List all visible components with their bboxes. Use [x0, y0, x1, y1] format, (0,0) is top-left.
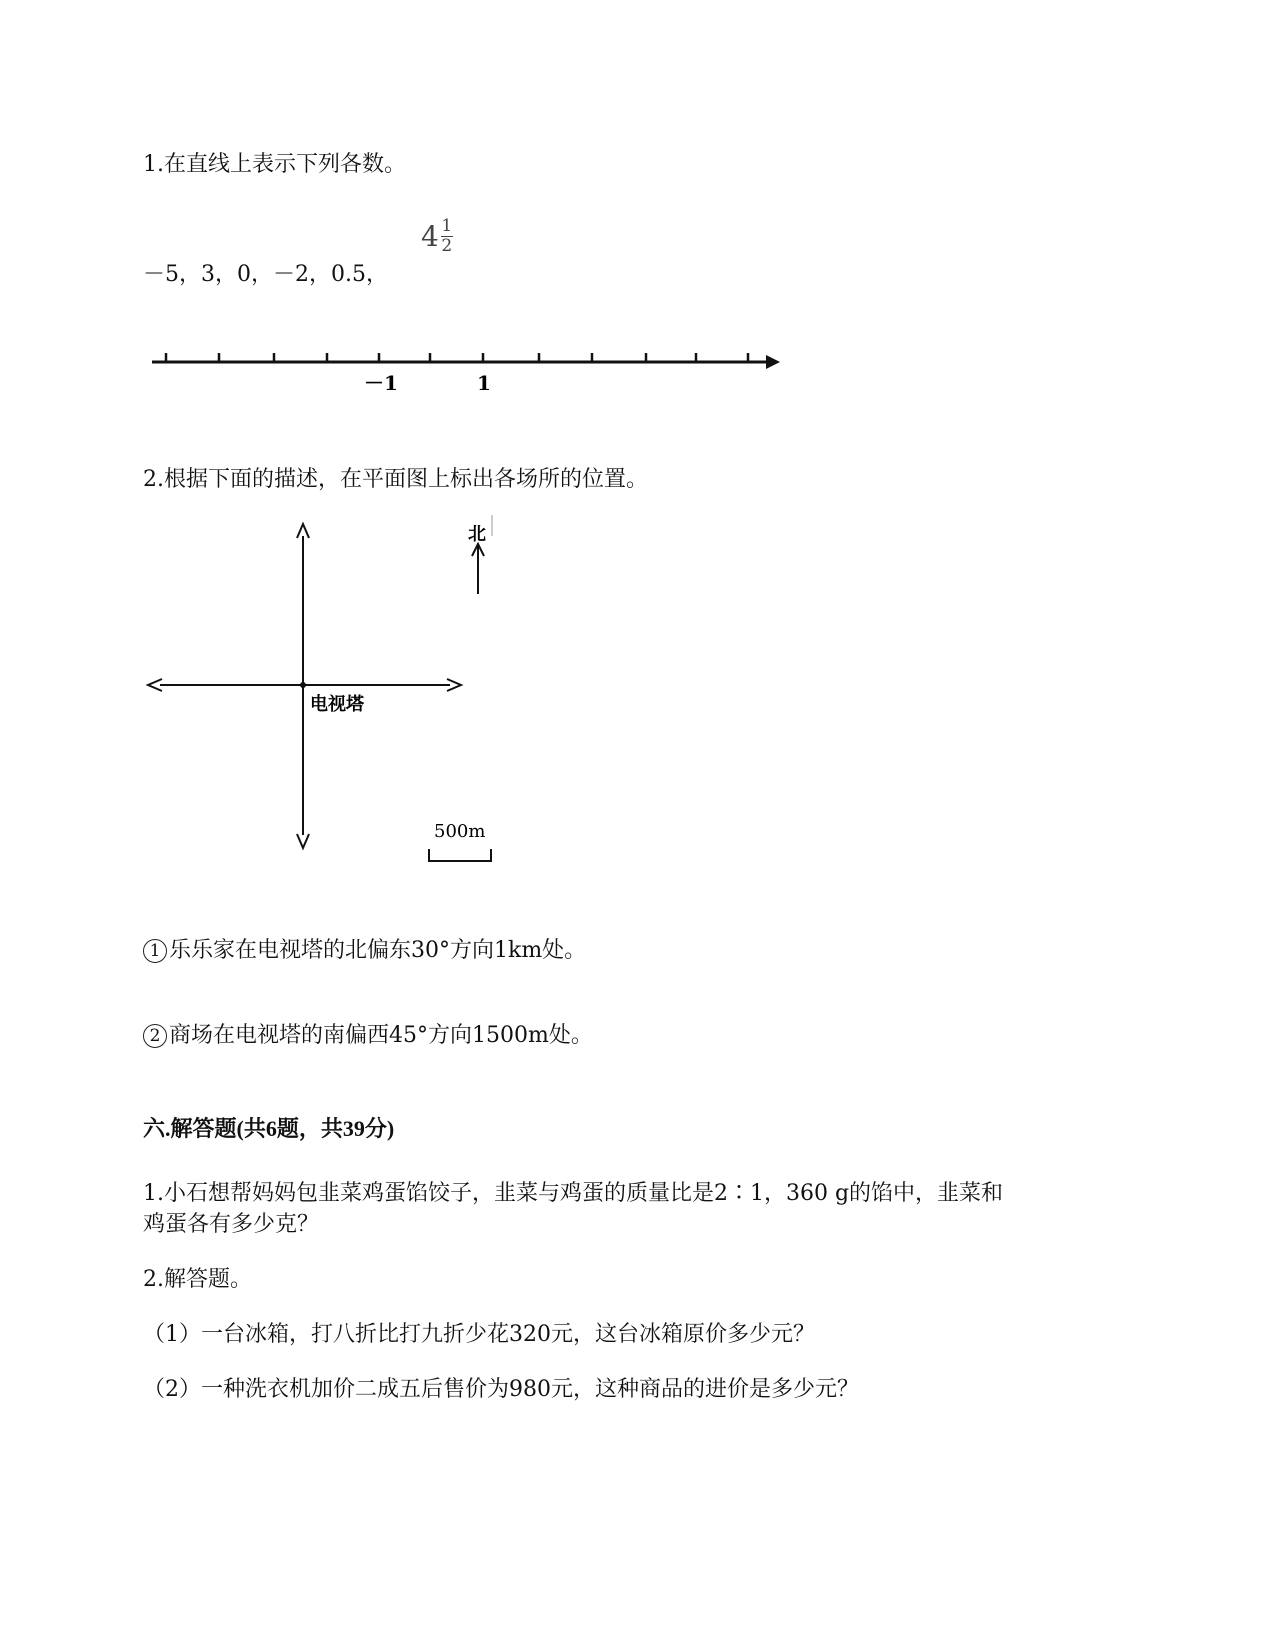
- s6-q2-sub1: （1）一台冰箱，打八折比打九折少花320元，这台冰箱原价多少元？: [143, 1322, 815, 1347]
- tick-label-1: 1: [477, 371, 491, 395]
- scale-bar: [429, 849, 491, 861]
- mixed-numerator: 1: [441, 216, 453, 236]
- north-label: 北: [468, 524, 486, 545]
- q1-numbers: －5，3，0，－2，0.5，: [143, 262, 388, 287]
- mixed-fraction: [441, 218, 453, 255]
- q1-title: 1.在直线上表示下列各数。: [143, 152, 406, 177]
- s6-q2-sub2: （2）一种洗衣机加价二成五后售价为980元，这种商品的进价是多少元？: [143, 1377, 859, 1402]
- center-label: 电视塔: [310, 694, 364, 715]
- q2-item1-text: 乐乐家在电视塔的北偏东30°方向1km处。: [169, 938, 587, 963]
- s6-q1-line2: 鸡蛋各有多少克？: [143, 1212, 320, 1237]
- q2-title: 2.根据下面的描述，在平面图上标出各场所的位置。: [143, 467, 648, 492]
- center-point: [300, 682, 306, 688]
- scale-label: 500m: [434, 821, 486, 842]
- arrow-left-icon: [148, 679, 162, 691]
- arrow-right-icon: [766, 355, 780, 369]
- q1-mixed-number: [421, 218, 453, 255]
- mixed-whole: 4: [421, 220, 439, 253]
- q2-item2-text: 商场在电视塔的南偏西45°方向1500m处。: [169, 1023, 593, 1048]
- s6-q2-title: 2.解答题。: [143, 1267, 252, 1292]
- arrow-down-icon: [297, 834, 309, 848]
- arrow-up-icon: [297, 524, 309, 538]
- mixed-denominator: 2: [441, 236, 453, 256]
- s6-q1-line1: 1.小石想帮妈妈包韭菜鸡蛋馅饺子，韭菜与鸡蛋的质量比是2∶1，360 g的馅中，韭菜和: [143, 1181, 1004, 1206]
- number-line: [140, 340, 790, 400]
- circled-number-1: 1: [143, 939, 167, 963]
- plane-map: [140, 510, 520, 870]
- tick-label-neg1: －1: [364, 371, 398, 395]
- q2-item2: [143, 1018, 593, 1049]
- q2-item1: [143, 933, 586, 964]
- section6-heading: 六.解答题(共6题，共39分): [143, 1116, 395, 1141]
- circled-number-2: 2: [143, 1024, 167, 1048]
